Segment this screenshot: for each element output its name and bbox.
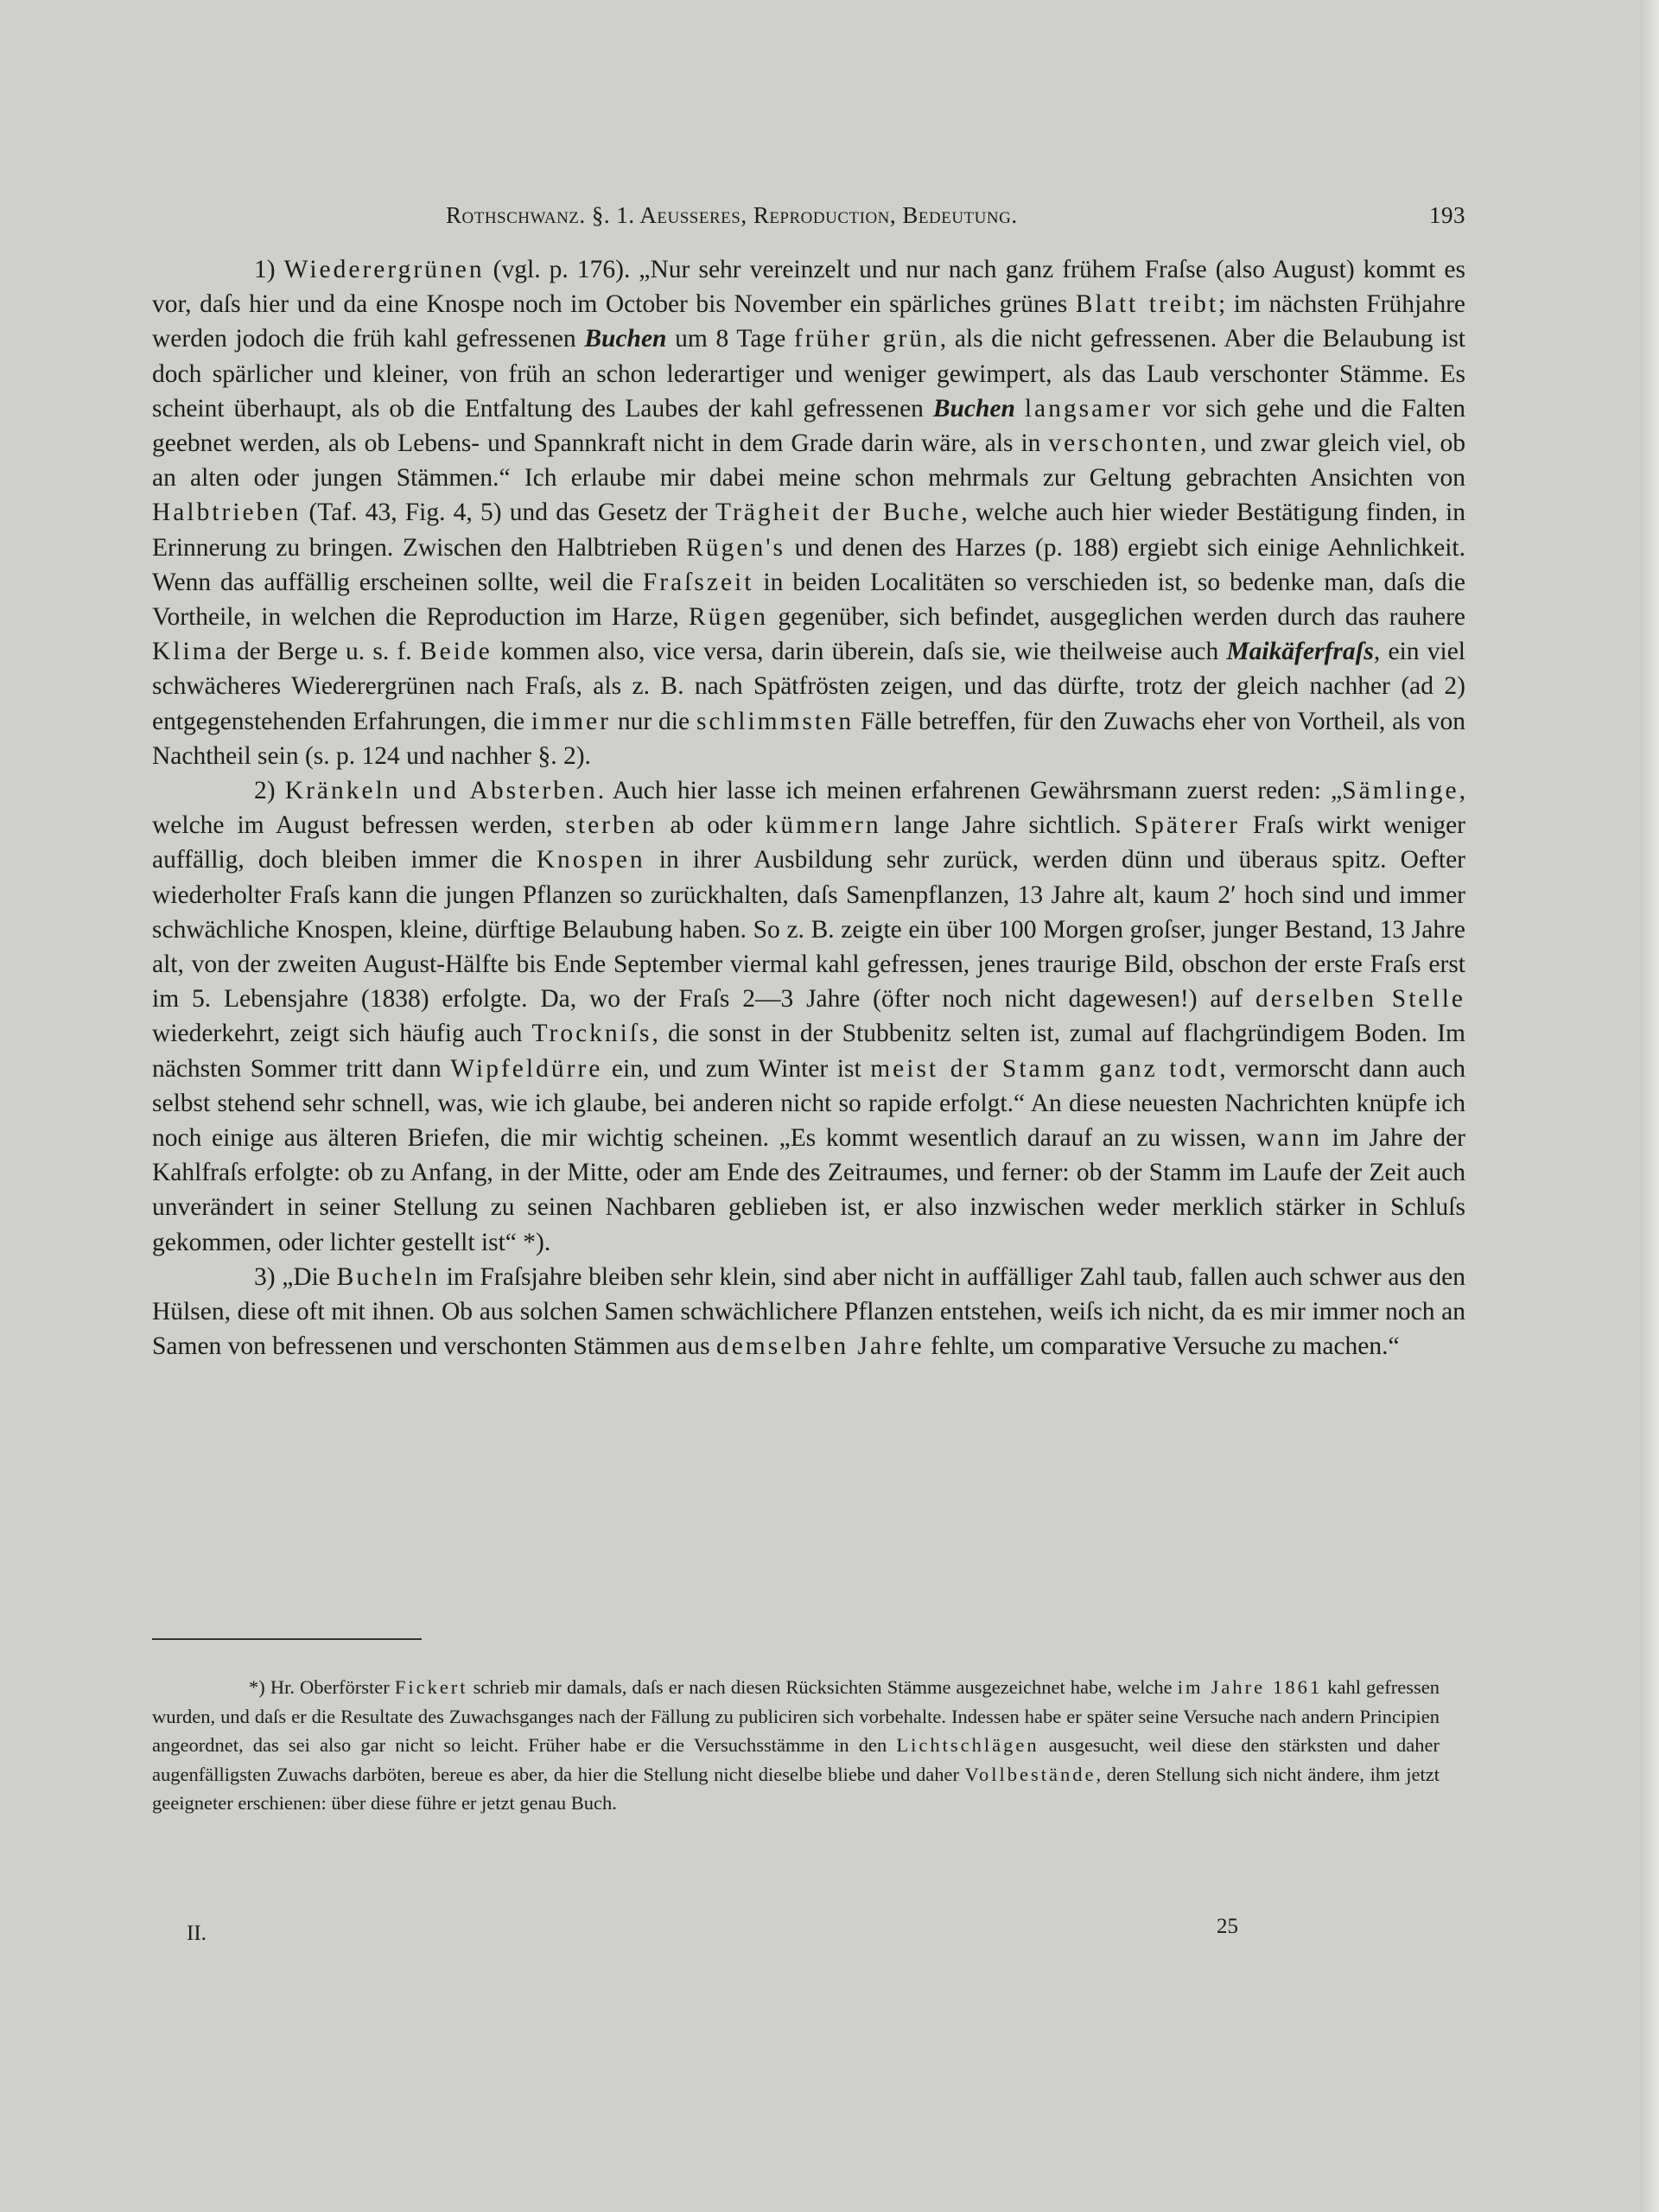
spaced-term: Fickert [394,1676,468,1698]
text-run: in beiden Localitäten so verschieden ist, so bedenke man, daſs die Vortheile, in welchen die Reproduction im Harze, [152,568,1466,632]
text-run: ausgesucht, weil diese den stärksten und daher augenfälligsten Zuwachs darböten, bereue es aber, da hier die Stellung nicht dieselbe bliebe und daher [152,1734,1440,1785]
spaced-term: Kränkeln und Absterben [284,777,598,805]
text-run: 1) [254,256,284,283]
running-head: Rothschwanz. §. 1. Aeusseres, Reproduction, Bedeutung. [446,202,1018,228]
text-run: , die sonst in der Stubbenitz selten ist, zumal auf flachgründigem Boden. Im nächsten Sommer tritt dann [152,1020,1465,1083]
spaced-term: derselben Stelle [1255,985,1465,1014]
spaced-term: Späterer [1134,811,1240,840]
spaced-term: verschonten [1048,429,1200,458]
text-run: nur die [610,707,696,735]
text-run: gegenüber, sich befindet, ausgeglichen werden durch das rauhere [768,603,1465,632]
text-run: (vgl. p. 176). „Nur sehr vereinzelt und nur nach ganz frühem Fraſse (also August) kommt es vor, daſs hier und da eine Knospe noch im October bis November ein spärliches grünes [152,256,1465,319]
text-run: lange Jahre sichtlich. [880,811,1135,840]
spaced-term: Lichtschlägen [896,1734,1039,1756]
spaced-term: schlimmsten [696,707,855,735]
text-run: kommen also, vice versa, darin überein, daſs sie, wie theilweise auch [492,638,1227,666]
text-run: 2) [254,777,285,805]
spaced-term: Trägheit der Buche [715,499,962,527]
text-run: *) Hr. Oberförster [249,1676,395,1698]
italic-term: Maikäferfraſs [1226,638,1374,666]
spaced-term: Wipfeldürre [450,1054,603,1083]
italic-term: Buchen [584,325,667,353]
spaced-term: demselben Jahre [715,1332,925,1361]
text-run: und denen des Harzes (p. 188) ergiebt sich einige Aehnlichkeit. Wenn das auffällig erscheinen sollte, weil die [152,533,1465,596]
italic-term: Buchen [932,394,1015,423]
text-run: vor sich gehe und die Falten geebnet werden, als ob Lebens- und Spannkraft nicht in dem Grade darin wäre, als in [152,394,1465,458]
spaced-term: Rügen's [686,533,785,562]
text-run: im Fraſsjahre bleiben sehr klein, sind aber nicht in auffälliger Zahl taub, fallen auch schwer aus den Hülsen, diese oft mit ihnen. Ob aus solchen Samen schwächlichere Pflanzen entstehen, weiſs ich nicht, da es mir immer noch an Samen von befressenen und verschonten Stämmen aus [152,1262,1466,1361]
text-run: ab oder [657,811,766,840]
text-run: ; im nächsten Frühjahre werden jodoch die früh kahl gefressenen [152,290,1465,353]
text-run: , welche auch hier wieder Bestätigung finden, in Erinnerung zu bringen. Zwischen den Halbtrieben [152,499,1465,562]
text-run: wiederkehrt, zeigt sich häufig auch [152,1020,532,1048]
text-run: fehlte, um comparative Versuche zu machen.“ [924,1332,1400,1361]
footnote-rule [152,1638,422,1640]
spaced-term: meist der Stamm ganz todt [870,1054,1220,1083]
text-run: , als die nicht gefressenen. Aber die Belaubung ist doch spärlicher und kleiner, von früh an schon lederartiger und weniger gewimpert, als das Laub verschonter Stämme. Es scheint überhaupt, als ob die Entfaltung des Laubes der kahl gefressenen [152,325,1466,423]
text-run: ein, und zum Winter ist [602,1054,871,1083]
spaced-term: immer [531,707,611,735]
text-run: um 8 Tage [666,325,794,353]
text-run: der Berge u. s. f. [228,638,420,666]
text-run: , und zwar gleich viel, ob an alten oder jungen Stämmen.“ Ich erlaube mir dabei meine schon mehrmals zur Geltung gebrachten Ansichten von [152,429,1465,493]
book-page [152,0,1465,2212]
paragraph-3 [152,1260,1465,1364]
text-run: Fraſs wirkt weniger auffällig, doch bleiben immer die [152,811,1466,874]
spaced-term: wann [1256,1124,1323,1153]
signature-mark-left: II. [187,1922,207,1945]
spaced-term: langsamer [1024,394,1154,423]
spaced-term: Knospen [536,846,645,874]
text-run: , vermorscht dann auch selbst stehend sehr schnell, was, wie ich glaube, bei anderen nicht so rapide erfolgt.“ An diese neuesten Nachrichten knüpfe ich noch einige aus älteren Briefen, die mir wichtig scheinen. „Es kommt wesentlich darauf an zu wissen, [152,1054,1466,1153]
text-run: im Jahre der Kahlfraſs erfolgte: ob zu Anfang, in der Mitte, oder am Ende des Zeitraumes, und ferner: ob der Stamm im Laufe der Zeit auch unverändert in seiner Stellung zu seinen Nachbaren geblieben ist, er also inzwischen weder merklich stärker in Schluſs gekommen, oder lichter gestellt ist“ *). [152,1124,1465,1256]
spaced-term: Wiederergrünen [283,256,485,283]
spaced-term: Trockniſs [531,1020,652,1048]
text-run: (Taf. 43, Fig. 4, 5) und das Gesetz der [301,499,716,527]
spaced-term: Beide [419,638,493,666]
main-text [152,252,1465,1364]
spaced-term: Blatt treibt [1075,290,1219,319]
spaced-term: sterben [565,811,658,840]
footnote [152,1673,1440,1818]
text-run: schrieb mir damals, daſs er nach diesen Rücksichten Stämme ausgezeichnet habe, welche [467,1676,1178,1698]
spaced-term: Vollbestände [964,1763,1096,1785]
paragraph-2 [152,773,1465,1260]
spaced-term: Fraſszeit [642,568,754,596]
text-run: . Auch hier lasse ich meinen erfahrenen Gewährsmann zuerst reden: „ [597,777,1343,805]
text-run: , deren Stellung sich nicht ändere, ihm jetzt geeigneter erschienen: über diese führe er jetzt genau Buch. [152,1763,1440,1814]
paragraph-1 [152,252,1465,773]
page-number: 193 [1429,202,1465,228]
footnote-paragraph [152,1673,1440,1818]
spaced-term: Sämlinge [1342,777,1459,805]
spaced-term: früher grün [793,325,940,353]
spaced-term: Bucheln [336,1262,440,1291]
spaced-term: Halbtrieben [152,499,302,527]
spaced-term: Rügen [689,603,769,632]
spaced-term: Klima [152,638,229,666]
signature-mark-right: 25 [1217,1915,1238,1938]
text-run: Fälle betreffen, für den Zuwachs eher von Vortheil, als von Nachtheil sein (s. p. 124 und nachher §. 2). [152,707,1465,770]
scan-edge [1640,0,1659,2212]
text-run: , welche im August befressen werden, [152,777,1465,840]
text-run: 3) „Die [254,1262,337,1291]
text-run: kahl gefressen wurden, und daſs er die Resultate des Zuwachsganges nach der Fällung zu publiciren sich vorbehalte. Indessen habe er später seine Versuche nach andern Principien angeordnet, das sei also gar nicht so leicht. Früher habe er die Versuchsstämme in den [152,1676,1440,1756]
spaced-term: im Jahre 1861 [1177,1676,1323,1698]
text-run: , ein viel schwächeres Wiederergrünen nach Fraſs, als z. B. nach Spätfrösten zeigen, und das dürfte, trotz der gleich nachher (ad 2) entgegenstehenden Erfahrungen, die [152,638,1465,735]
spaced-term: kümmern [765,811,881,840]
text-run [1015,395,1025,423]
text-run: in ihrer Ausbildung sehr zurück, werden dünn und überaus spitz. Oefter wiederholter Fraſs kann die jungen Pflanzen so zurückhalten, daſs Samenpflanzen, 13 Jahre alt, kaum 2′ hoch sind und immer schwächliche Knospen, kleine, dürftige Belaubung haben. So z. B. zeigte ein über 100 Morgen groſser, junger Bestand, 13 Jahre alt, von der zweiten August-Hälfte bis Ende September viermal kahl gefressen, jenes traurige Bild, obschon der erste Fraſs erst im 5. Lebensjahre (1838) erfolgte. Da, wo der Fraſs 2—3 Jahre (öfter noch nicht dagewesen!) auf [152,846,1466,1014]
